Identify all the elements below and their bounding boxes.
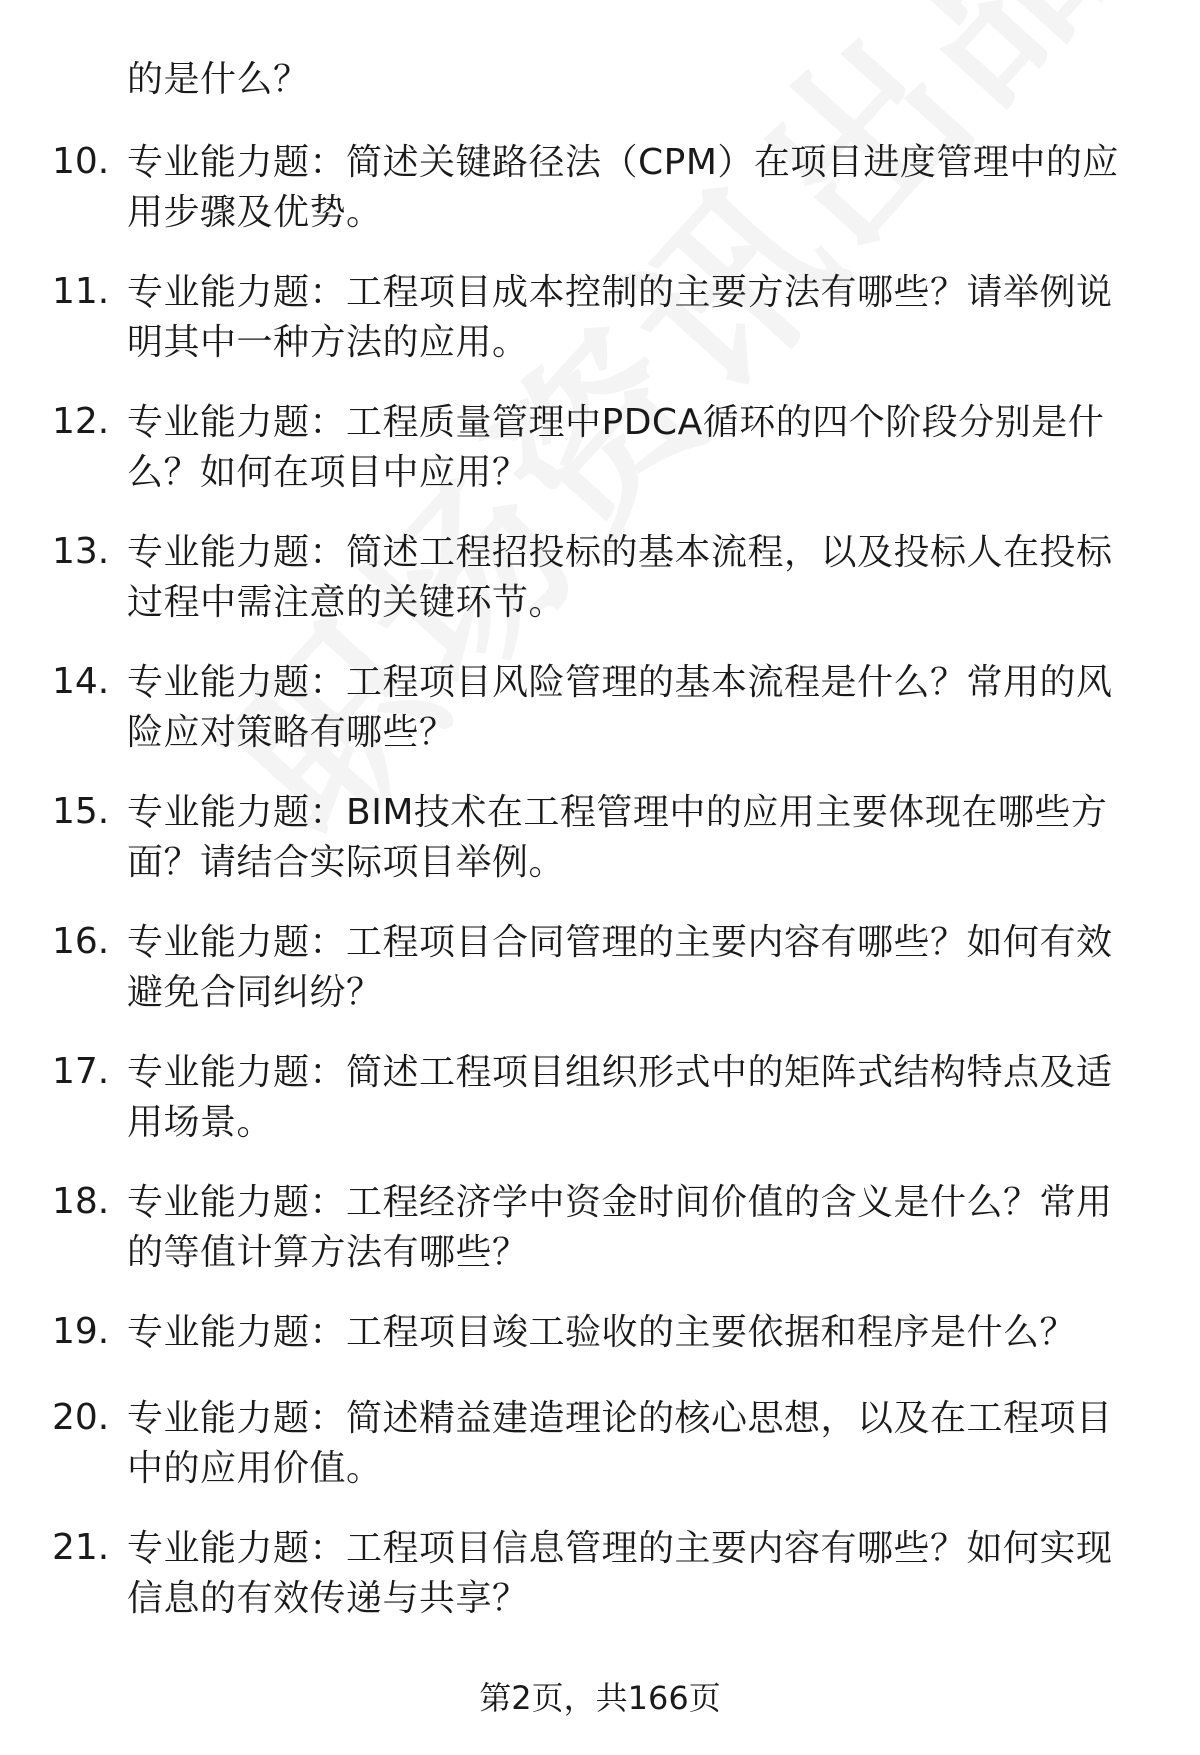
question-text: 专业能力题：简述精益建造理论的核心思想，以及在工程项目中的应用价值。 <box>127 1398 1113 1489</box>
question-text: 专业能力题：工程经济学中资金时间价值的含义是什么？常用的等值计算方法有哪些？ <box>127 1182 1113 1273</box>
question-number: 19. <box>52 1311 110 1352</box>
question-number: 13. <box>52 531 110 572</box>
question-number: 17. <box>52 1051 110 1092</box>
question-number: 16. <box>52 921 110 962</box>
question-text: 专业能力题：工程项目信息管理的主要内容有哪些？如何实现信息的有效传递与共享？ <box>127 1528 1113 1619</box>
question-item <box>0 1394 1200 1494</box>
question-item <box>0 1524 1200 1624</box>
question-text: 专业能力题：BIM技术在工程管理中的应用主要体现在哪些方面？请结合实际项目举例。 <box>127 792 1108 883</box>
question-number: 11. <box>52 271 110 312</box>
question-list <box>0 138 1200 1654</box>
page-number: 第2页，共166页 <box>479 1679 721 1717</box>
question-item <box>0 1308 1200 1356</box>
question-item <box>0 658 1200 758</box>
question-item <box>0 788 1200 888</box>
question-text: 专业能力题：简述关键路径法（CPM）在项目进度管理中的应用步骤及优势。 <box>127 142 1119 233</box>
question-text: 专业能力题：工程项目成本控制的主要方法有哪些？请举例说明其中一种方法的应用。 <box>127 272 1113 363</box>
question-item <box>0 528 1200 628</box>
question-number: 12. <box>52 401 110 442</box>
question-item <box>0 1178 1200 1278</box>
question-item <box>0 918 1200 1018</box>
question-number: 21. <box>52 1527 110 1568</box>
question-number: 20. <box>52 1397 110 1438</box>
continued-question-text: 的是什么？ <box>127 59 310 100</box>
question-number: 15. <box>52 791 110 832</box>
question-text: 专业能力题：简述工程招投标的基本流程，以及投标人在投标过程中需注意的关键环节。 <box>127 532 1113 623</box>
question-text: 专业能力题：简述工程项目组织形式中的矩阵式结构特点及适用场景。 <box>127 1052 1113 1143</box>
question-item <box>0 138 1200 238</box>
question-text: 专业能力题：工程项目合同管理的主要内容有哪些？如何有效避免合同纠纷？ <box>127 922 1113 1013</box>
question-item <box>0 1048 1200 1148</box>
question-text: 专业能力题：工程质量管理中PDCA循环的四个阶段分别是什么？如何在项目中应用？ <box>127 402 1105 493</box>
question-item <box>0 398 1200 498</box>
question-number: 18. <box>52 1181 110 1222</box>
question-text: 专业能力题：工程项目风险管理的基本流程是什么？常用的风险应对策略有哪些？ <box>127 662 1113 753</box>
question-text: 专业能力题：工程项目竣工验收的主要依据和程序是什么？ <box>127 1312 1077 1353</box>
question-number: 10. <box>52 141 110 182</box>
question-number: 14. <box>52 661 110 702</box>
question-item <box>0 268 1200 368</box>
